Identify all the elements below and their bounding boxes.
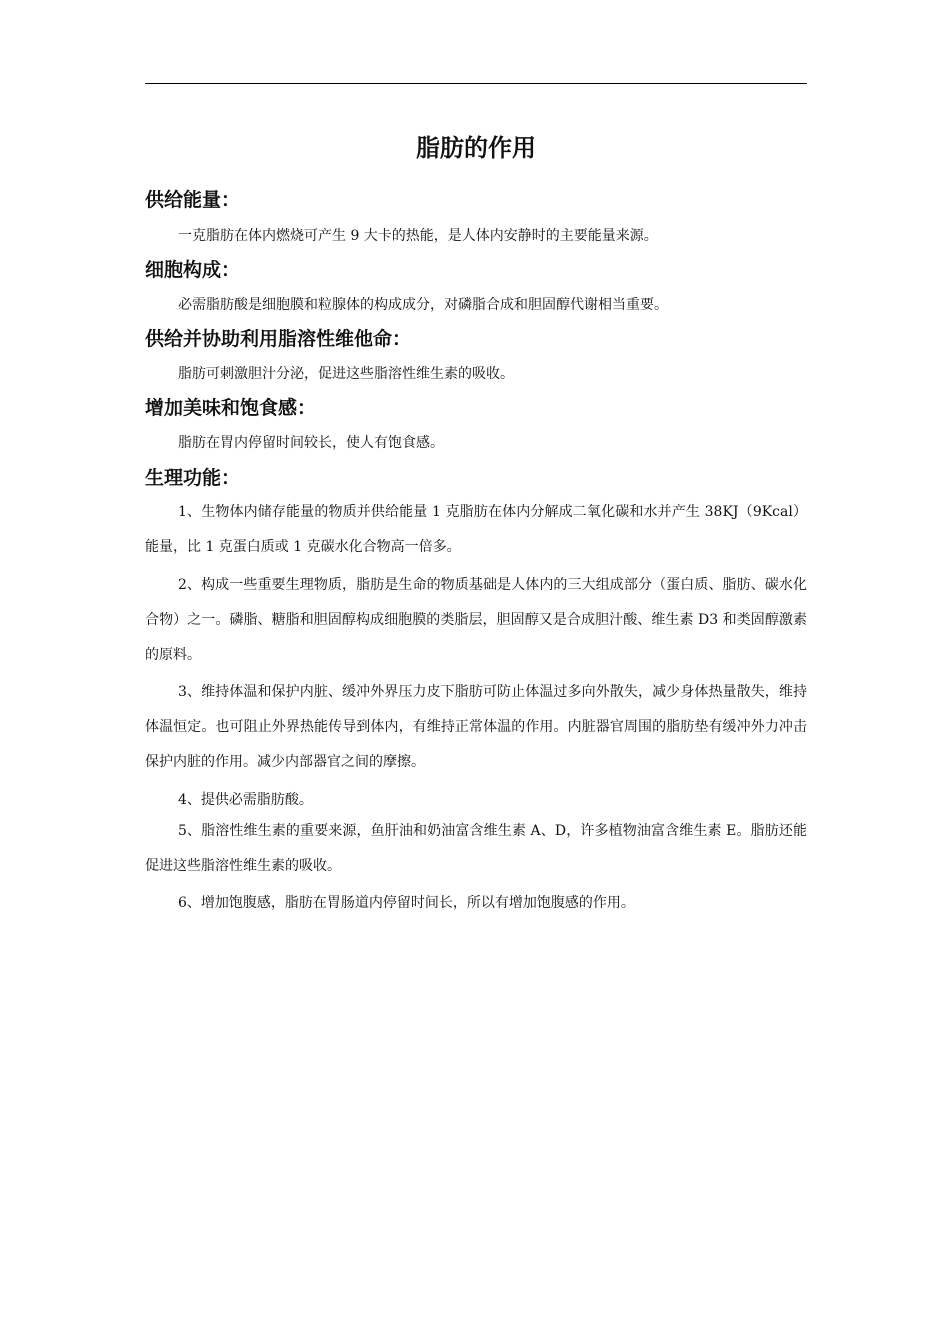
section-text-energy: 一克脂肪在体内燃烧可产生 9 大卡的热能，是人体内安静时的主要能量来源。 bbox=[178, 228, 658, 244]
section-heading-physiology: 生理功能： bbox=[145, 467, 241, 489]
page-title: 脂肪的作用 bbox=[416, 134, 536, 162]
section-heading-vitamins: 供给并协助利用脂溶性维他命： bbox=[145, 328, 412, 350]
section-text-cell: 必需脂肪酸是细胞膜和粒腺体的构成成分，对磷脂合成和胆固醇代谢相当重要。 bbox=[178, 297, 668, 313]
physiology-item-4: 4、提供必需脂肪酸。 bbox=[178, 792, 313, 808]
section-heading-satiety: 增加美味和饱食感： bbox=[145, 397, 317, 419]
section-text-satiety: 脂肪在胃内停留时间较长，使人有饱食感。 bbox=[178, 435, 444, 451]
physiology-item-2: 2、构成一些重要生理物质，脂肪是生命的物质基础是人体内的三大组成部分（蛋白质、脂肪、碳水化合物）之一。磷脂、糖脂和胆固醇构成细胞膜的类脂层，胆固醇又是合成胆汁酸、维生素 D3 和类固醇激素的原料。 bbox=[145, 577, 807, 663]
header-rule bbox=[145, 83, 807, 84]
section-heading-energy: 供给能量： bbox=[145, 189, 241, 211]
physiology-item-1: 1、生物体内储存能量的物质并供给能量 1 克脂肪在体内分解成二氧化碳和水并产生 38KJ（9Kcal）能量，比 1 克蛋白质或 1 克碳水化合物高一倍多。 bbox=[145, 504, 807, 555]
physiology-item-6: 6、增加饱腹感，脂肪在胃肠道内停留时间长，所以有增加饱腹感的作用。 bbox=[178, 895, 635, 911]
physiology-item-3: 3、维持体温和保护内脏、缓冲外界压力皮下脂肪可防止体温过多向外散失，减少身体热量散失，维持体温恒定。也可阻止外界热能传导到体内，有维持正常体温的作用。内脏器官周围的脂肪垫有缓冲外力冲击保护内脏的作用。减少内部器官之间的摩擦。 bbox=[145, 684, 807, 770]
section-text-vitamins: 脂肪可刺激胆汁分泌，促进这些脂溶性维生素的吸收。 bbox=[178, 366, 514, 382]
section-heading-cell: 细胞构成： bbox=[145, 259, 241, 281]
physiology-item-5: 5、脂溶性维生素的重要来源，鱼肝油和奶油富含维生素 A、D，许多植物油富含维生素 E。脂肪还能促进这些脂溶性维生素的吸收。 bbox=[145, 823, 807, 874]
